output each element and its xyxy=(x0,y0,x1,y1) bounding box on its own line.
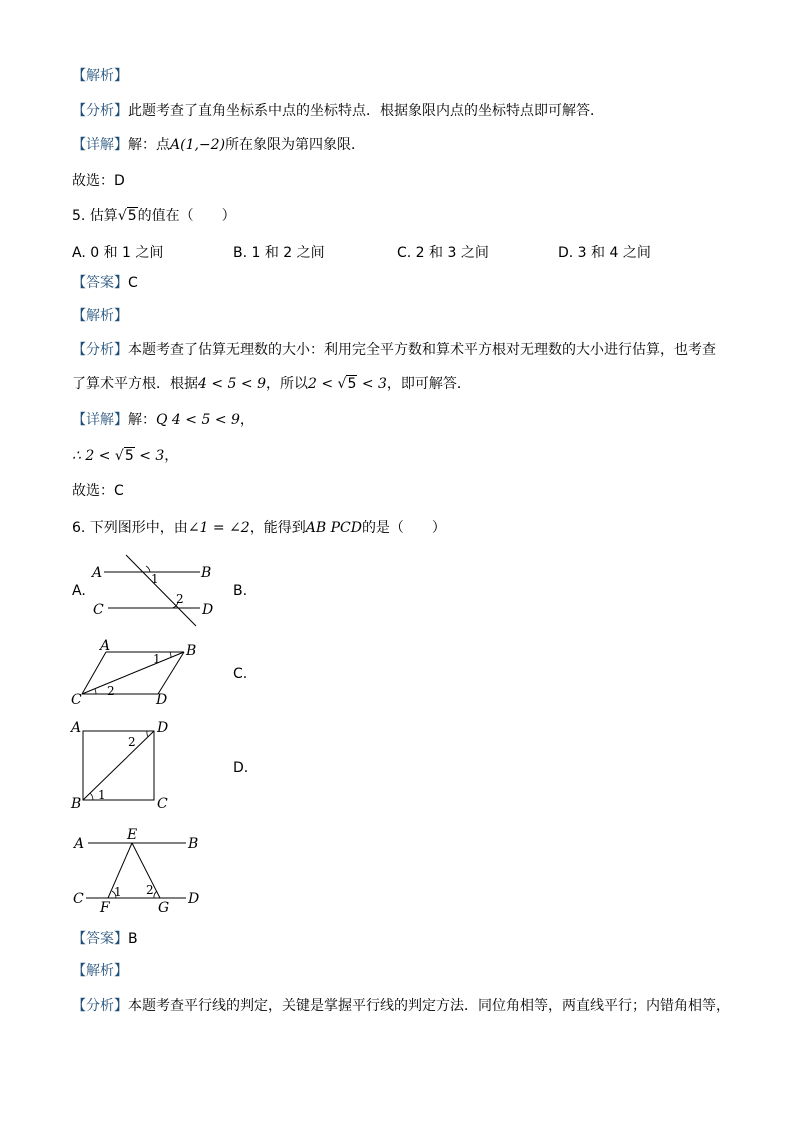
fig-d-angle-1: 1 xyxy=(114,885,122,899)
figure-a xyxy=(88,552,228,630)
fig-b-angle-2: 2 xyxy=(107,684,115,698)
fig-c-label-d: D xyxy=(157,720,169,736)
fig-d-label-a: A xyxy=(74,836,85,852)
q5-fenxi-line1: 【分析】本题考查了估算无理数的大小：利用完全平方数和算术平方根对无理数的大小进行估算，也考查 xyxy=(72,342,716,358)
q5-fenxi-line2: 了算术平方根．根据4 < 5 < 9，所以2 < √5 < 3，即可解答． xyxy=(72,376,471,392)
fig-d-angle-2: 2 xyxy=(146,883,154,897)
fig-c-angle-1: 1 xyxy=(98,788,106,802)
q4-jiexi-tag: 【解析】 xyxy=(72,68,128,84)
q5-stem: 5. 估算√5的值在（ ） xyxy=(72,208,236,224)
q5-option-b: B. 1 和 2 之间 xyxy=(233,245,325,261)
fig-d-label-e: E xyxy=(127,827,138,843)
q4-answer: 故选：D xyxy=(72,173,125,189)
fig-a-label-c: C xyxy=(93,602,104,618)
q6-fenxi: 【分析】本题考查平行线的判定，关键是掌握平行线的判定方法．同位角相等，两直线平行；内错角相等， xyxy=(72,998,730,1014)
q6-jiexi-tag: 【解析】 xyxy=(72,963,128,979)
fig-a-label-b: B xyxy=(201,565,212,581)
q5-jiexi-tag: 【解析】 xyxy=(72,308,128,324)
fig-d-label-d: D xyxy=(188,891,200,907)
q5-conclusion: 故选：C xyxy=(72,483,124,499)
fig-d-label-c: C xyxy=(73,891,84,907)
q6-option-a-label: A. xyxy=(72,583,86,599)
fig-b-label-c: C xyxy=(71,692,82,708)
q5-xiangjie-line2: ∴ 2 < √5 < 3， xyxy=(72,448,179,464)
q5-xiangjie-line1: 【详解】解：Q 4 < 5 < 9， xyxy=(72,412,254,428)
fig-c-label-b: B xyxy=(71,796,82,812)
fig-c-angle-2: 2 xyxy=(128,735,136,749)
q6-option-c-label: C. xyxy=(233,666,248,682)
fig-b-label-b: B xyxy=(186,643,197,659)
q6-option-b-label: B. xyxy=(233,583,248,599)
fig-a-angle-1: 1 xyxy=(151,572,159,586)
q4-fenxi: 【分析】此题考查了直角坐标系中点的坐标特点．根据象限内点的坐标特点即可解答． xyxy=(72,103,604,119)
q5-option-c: C. 2 和 3 之间 xyxy=(397,245,489,261)
fig-a-label-d: D xyxy=(202,602,214,618)
fig-d-label-b: B xyxy=(188,836,199,852)
fig-b-label-a: A xyxy=(100,638,111,654)
q5-option-a: A. 0 和 1 之间 xyxy=(72,245,164,261)
fig-c-label-a: A xyxy=(71,720,82,736)
q5-option-d: D. 3 和 4 之间 xyxy=(558,245,651,261)
fig-d-label-g: G xyxy=(158,900,170,916)
q6-stem: 6. 下列图形中，由∠1 = ∠2，能得到AB PCD的是（ ） xyxy=(72,520,446,536)
point-a-coords: A(1,−2) xyxy=(170,137,226,153)
q6-answer: 【答案】B xyxy=(72,931,138,947)
figure-c xyxy=(68,718,178,812)
fig-a-angle-2: 2 xyxy=(176,592,184,606)
fig-a-label-a: A xyxy=(92,565,103,581)
fig-b-label-d: D xyxy=(156,692,168,708)
figure-d xyxy=(70,826,210,916)
fig-b-angle-1: 1 xyxy=(153,652,161,666)
fig-c-label-c: C xyxy=(157,796,168,812)
q6-option-d-label: D. xyxy=(233,760,249,776)
figure-b xyxy=(70,638,210,710)
q5-answer: 【答案】C xyxy=(72,275,138,291)
q4-xiangjie: 【详解】解：点A(1,−2)所在象限为第四象限． xyxy=(72,137,366,153)
fig-d-label-f: F xyxy=(100,900,110,916)
